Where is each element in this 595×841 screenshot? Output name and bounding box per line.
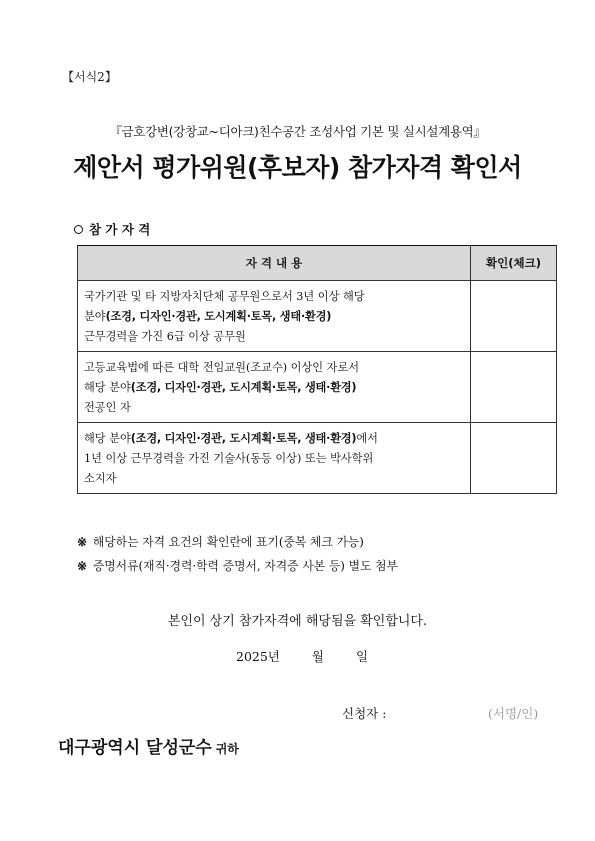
note-text-2: 증명서류(재직·경력·학력 증명서, 자격증 사본 등) 별도 첨부 <box>92 559 398 573</box>
date-year: 2025년 <box>236 649 280 664</box>
row-3-line-1-prefix: 해당 분야 <box>84 432 131 445</box>
note-text-1: 해당하는 자격 요건의 확인란에 표기(중복 체크 가능) <box>92 535 364 549</box>
row-3-line-3: 소지자 <box>84 472 117 485</box>
date-day[interactable]: 일 <box>355 649 369 664</box>
document-title: 제안서 평가위원(후보자) 참가자격 확인서 <box>73 153 522 182</box>
row-1-line-3: 근무경력을 가진 6급 이상 공무원 <box>84 330 246 343</box>
check-cell-2[interactable] <box>471 352 557 423</box>
form-number: 【서식2】 <box>62 70 117 84</box>
header-qualification-content: 자 격 내 용 <box>78 246 471 281</box>
section-heading-label: 참 가 자 격 <box>89 222 151 237</box>
addressee <box>58 733 239 758</box>
table-header-row <box>78 246 557 281</box>
project-title: 『금호강변(강창교~디아크)친수공간 조성사업 기본 및 실시설계용역』 <box>109 124 486 139</box>
check-cell-3[interactable] <box>471 423 557 494</box>
row-2-line-2-prefix: 해당 분야 <box>84 381 131 394</box>
row-3-fields: (조경, 디자인·경관, 도시계획·토목, 생태·환경) <box>130 432 357 445</box>
circle-bullet-icon <box>74 225 83 234</box>
note-item <box>77 554 398 578</box>
table-row <box>78 352 557 423</box>
note-mark: ※ <box>77 559 87 573</box>
row-2-line-3: 전공인 자 <box>84 401 131 414</box>
qualification-cell <box>78 352 471 423</box>
notes <box>77 530 398 578</box>
qualification-table <box>77 245 557 494</box>
note-item <box>77 530 398 554</box>
row-2-line-1: 고등교육법에 따른 대학 전임교원(조교수) 이상인 자로서 <box>84 361 360 374</box>
row-3-line-2: 1년 이상 근무경력을 가진 기술사(동등 이상) 또는 박사학위 <box>84 452 374 465</box>
table-row <box>78 281 557 352</box>
note-mark: ※ <box>77 535 87 549</box>
date-month[interactable]: 월 <box>311 649 324 664</box>
row-2-fields: (조경, 디자인·경관, 도시계획·토목, 생태·환경) <box>130 381 357 394</box>
row-1-line-2-prefix: 분야 <box>84 310 106 323</box>
table-row <box>78 423 557 494</box>
row-3-line-1-suffix: 에서 <box>356 432 378 445</box>
applicant-label: 신청자 : <box>342 706 387 721</box>
header-check: 확인(체크) <box>471 246 557 281</box>
qualification-cell <box>78 423 471 494</box>
row-1-fields: (조경, 디자인·경관, 도시계획·토목, 생태·환경) <box>105 310 332 323</box>
signature-field[interactable]: (서명/인) <box>488 706 539 721</box>
addressee-name: 대구광역시 달성군수 <box>58 738 212 758</box>
row-1-line-1: 국가기관 및 타 지방자치단체 공무원으로서 3년 이상 해당 <box>84 290 365 303</box>
qualification-cell <box>78 281 471 352</box>
addressee-suffix: 귀하 <box>215 742 239 756</box>
date-line <box>236 647 368 665</box>
section-heading <box>74 220 150 238</box>
confirmation-statement: 본인이 상기 참가자격에 해당됨을 확인합니다. <box>167 614 428 629</box>
check-cell-1[interactable] <box>471 281 557 352</box>
